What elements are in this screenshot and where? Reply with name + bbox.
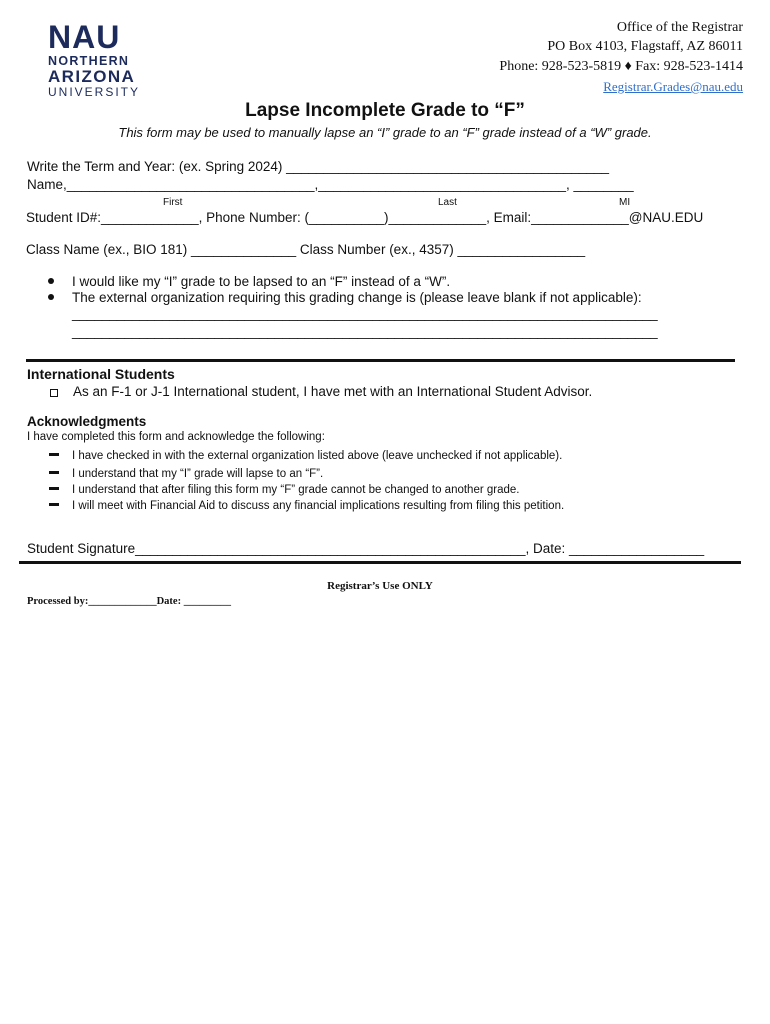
ack-item: I will meet with Financial Aid to discuss any financial implications resulting from filing this petition. xyxy=(72,500,565,512)
name-first-label: First xyxy=(163,197,183,208)
bullet-icon xyxy=(48,278,54,284)
international-statement: As an F-1 or J-1 International student, I have met with an International Student Advisor. xyxy=(73,384,593,399)
class-field[interactable]: Class Name (ex., BIO 181) ______________ Class Number (ex., 4357) _________________ xyxy=(26,242,586,257)
logo-arizona: ARIZONA xyxy=(48,67,136,86)
dash-icon xyxy=(49,503,59,506)
logo-university: UNIVERSITY xyxy=(48,85,141,99)
ack-item: I have checked in with the external organization listed above (leave unchecked if not applicable). xyxy=(72,450,563,462)
processed-by-field[interactable]: Processed by:_____________Date: _________ xyxy=(27,596,231,607)
student-id-field[interactable]: Student ID#:_____________, Phone Number: (__________)_____________, Email:_____________@NAU.EDU xyxy=(26,210,704,225)
office-phone: Phone: 928-523-5819 ♦ Fax: 928-523-1414 xyxy=(499,59,743,74)
term-field[interactable]: Write the Term and Year: (ex. Spring 2024) ___________________________________________ xyxy=(27,159,609,174)
name-field[interactable]: Name,_________________________________,_________________________________, ________ xyxy=(27,177,634,192)
form-title: Lapse Incomplete Grade to “F” xyxy=(245,100,525,121)
office-name: Office of the Registrar xyxy=(616,20,743,35)
external-org-blank-2[interactable]: ______________________________________________________________________________ xyxy=(72,324,658,339)
bullet-lapse-request: I would like my “I” grade to be lapsed to an “F” instead of a “W”. xyxy=(72,274,451,289)
external-org-blank-1[interactable]: ______________________________________________________________________________ xyxy=(72,306,658,321)
bullet-icon xyxy=(48,294,54,300)
form-subtitle: This form may be used to manually lapse an “I” grade to an “F” grade instead of a “W” grade. xyxy=(118,125,652,140)
international-heading: International Students xyxy=(27,366,175,382)
office-address: PO Box 4103, Flagstaff, AZ 86011 xyxy=(547,39,743,54)
acknowledgments-heading: Acknowledgments xyxy=(27,414,147,429)
ack-item: I understand that my “I” grade will lapse to an “F”. xyxy=(72,468,324,480)
dash-icon xyxy=(49,471,59,474)
bullet-external-org: The external organization requiring this grading change is (please leave blank if not applicable): xyxy=(72,290,642,305)
section-divider xyxy=(26,359,735,362)
signature-divider xyxy=(19,561,741,564)
dash-icon xyxy=(49,487,59,490)
logo-northern: NORTHERN xyxy=(48,54,130,68)
international-checkbox[interactable] xyxy=(50,389,58,397)
nau-logo xyxy=(48,19,146,99)
acknowledgments-intro: I have completed this form and acknowledge the following: xyxy=(27,431,325,443)
name-mi-label: MI xyxy=(619,197,631,208)
registrar-use-heading: Registrar’s Use ONLY xyxy=(327,580,433,592)
dash-icon xyxy=(49,453,59,456)
signature-field[interactable]: Student Signature____________________________________________________, Date: __________________ xyxy=(27,541,705,556)
office-email-link[interactable]: Registrar.Grades@nau.edu xyxy=(603,79,743,94)
ack-item: I understand that after filing this form my “F” grade cannot be changed to another grade. xyxy=(72,484,520,496)
name-last-label: Last xyxy=(438,197,457,208)
logo-monogram: NAU xyxy=(48,19,121,55)
